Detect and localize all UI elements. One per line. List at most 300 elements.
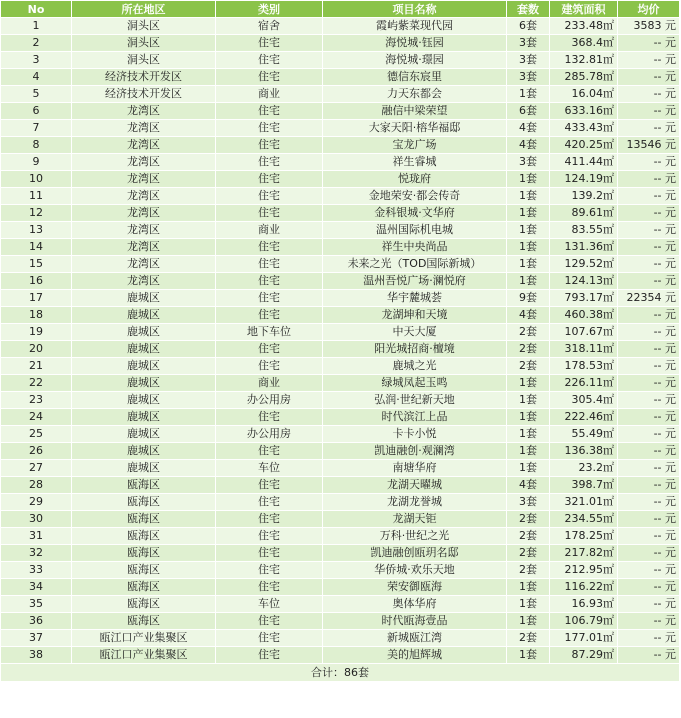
cell-type: 住宅 [216,69,323,86]
cell-sets: 1套 [507,375,550,392]
cell-no: 18 [1,307,72,324]
cell-project: 龙湖天曜城 [323,477,507,494]
table-row [1,358,680,375]
cell-size: 285.78㎡ [550,69,618,86]
cell-price: -- 元 [618,171,680,188]
table-row [1,511,680,528]
cell-price: 22354 元 [618,290,680,307]
table-row [1,205,680,222]
cell-type: 住宅 [216,171,323,188]
cell-sets: 1套 [507,392,550,409]
cell-size: 460.38㎡ [550,307,618,324]
cell-area: 瓯海区 [72,579,216,596]
cell-project: 美的旭辉城 [323,647,507,664]
cell-area: 鹿城区 [72,358,216,375]
cell-project: 龙湖坤和天境 [323,307,507,324]
cell-sets: 4套 [507,477,550,494]
cell-size: 234.55㎡ [550,511,618,528]
cell-area: 鹿城区 [72,392,216,409]
cell-type: 住宅 [216,188,323,205]
cell-type: 住宅 [216,511,323,528]
table-row [1,392,680,409]
cell-size: 106.79㎡ [550,613,618,630]
table-row [1,239,680,256]
table-row [1,171,680,188]
cell-project: 阳光城招商·檀境 [323,341,507,358]
table-body [1,18,680,664]
cell-price: -- 元 [618,239,680,256]
cell-type: 住宅 [216,528,323,545]
cell-type: 商业 [216,375,323,392]
cell-type: 住宅 [216,137,323,154]
cell-no: 25 [1,426,72,443]
table-row [1,341,680,358]
cell-size: 16.93㎡ [550,596,618,613]
cell-area: 瓯海区 [72,494,216,511]
cell-type: 住宅 [216,358,323,375]
cell-sets: 4套 [507,120,550,137]
cell-type: 宿舍 [216,18,323,35]
cell-project: 凯迪融创·观澜湾 [323,443,507,460]
cell-size: 411.44㎡ [550,154,618,171]
cell-sets: 3套 [507,69,550,86]
cell-price: 13546 元 [618,137,680,154]
cell-area: 瓯海区 [72,477,216,494]
cell-type: 住宅 [216,409,323,426]
cell-price: -- 元 [618,86,680,103]
cell-no: 37 [1,630,72,647]
table-row [1,324,680,341]
cell-price: -- 元 [618,630,680,647]
cell-size: 398.7㎡ [550,477,618,494]
cell-no: 26 [1,443,72,460]
cell-price: -- 元 [618,511,680,528]
table-row [1,409,680,426]
cell-price: -- 元 [618,154,680,171]
cell-no: 5 [1,86,72,103]
cell-project: 荣安御瓯海 [323,579,507,596]
cell-price: -- 元 [618,205,680,222]
cell-type: 住宅 [216,630,323,647]
table-row [1,52,680,69]
table-row [1,630,680,647]
cell-project: 凯迪融创瓯玥名邸 [323,545,507,562]
cell-size: 23.2㎡ [550,460,618,477]
cell-project: 绿城凤起玉鸣 [323,375,507,392]
cell-size: 226.11㎡ [550,375,618,392]
cell-project: 悦珑府 [323,171,507,188]
cell-sets: 4套 [507,307,550,324]
cell-area: 鹿城区 [72,290,216,307]
header-project: 项目名称 [323,1,507,18]
cell-size: 222.46㎡ [550,409,618,426]
cell-size: 177.01㎡ [550,630,618,647]
table-row [1,307,680,324]
cell-size: 89.61㎡ [550,205,618,222]
cell-no: 33 [1,562,72,579]
cell-type: 住宅 [216,494,323,511]
cell-type: 住宅 [216,562,323,579]
cell-project: 万科·世纪之光 [323,528,507,545]
cell-sets: 1套 [507,205,550,222]
table-row [1,103,680,120]
cell-sets: 2套 [507,545,550,562]
cell-sets: 1套 [507,188,550,205]
cell-sets: 1套 [507,579,550,596]
cell-no: 3 [1,52,72,69]
cell-no: 17 [1,290,72,307]
table-row [1,137,680,154]
table-row [1,647,680,664]
cell-type: 地下车位 [216,324,323,341]
cell-size: 321.01㎡ [550,494,618,511]
cell-area: 龙湾区 [72,120,216,137]
cell-project: 德信东宸里 [323,69,507,86]
cell-price: -- 元 [618,256,680,273]
cell-project: 龙湖天钜 [323,511,507,528]
cell-size: 83.55㎡ [550,222,618,239]
cell-price: -- 元 [618,545,680,562]
cell-size: 116.22㎡ [550,579,618,596]
cell-size: 129.52㎡ [550,256,618,273]
cell-sets: 1套 [507,239,550,256]
cell-size: 793.17㎡ [550,290,618,307]
cell-area: 瓯海区 [72,545,216,562]
cell-type: 住宅 [216,103,323,120]
cell-sets: 1套 [507,596,550,613]
cell-area: 瓯海区 [72,562,216,579]
cell-size: 178.25㎡ [550,528,618,545]
cell-price: -- 元 [618,494,680,511]
cell-price: -- 元 [618,307,680,324]
cell-area: 龙湾区 [72,154,216,171]
cell-sets: 3套 [507,35,550,52]
cell-project: 温州国际机电城 [323,222,507,239]
cell-type: 车位 [216,596,323,613]
cell-type: 住宅 [216,256,323,273]
cell-type: 住宅 [216,154,323,171]
cell-type: 住宅 [216,120,323,137]
table-row [1,86,680,103]
cell-type: 办公用房 [216,392,323,409]
cell-type: 住宅 [216,443,323,460]
cell-area: 鹿城区 [72,409,216,426]
cell-project: 时代滨江上品 [323,409,507,426]
cell-price: -- 元 [618,477,680,494]
cell-price: -- 元 [618,35,680,52]
cell-size: 217.82㎡ [550,545,618,562]
cell-sets: 2套 [507,341,550,358]
cell-area: 鹿城区 [72,341,216,358]
total-cell: 合计：86套 [1,664,680,682]
cell-project: 龙湖龙誉城 [323,494,507,511]
cell-sets: 1套 [507,647,550,664]
cell-price: -- 元 [618,443,680,460]
cell-area: 鹿城区 [72,460,216,477]
cell-type: 住宅 [216,35,323,52]
cell-area: 鹿城区 [72,324,216,341]
cell-project: 弘润·世纪新天地 [323,392,507,409]
cell-price: -- 元 [618,103,680,120]
cell-no: 12 [1,205,72,222]
table-row [1,222,680,239]
cell-area: 龙湾区 [72,188,216,205]
cell-no: 2 [1,35,72,52]
cell-project: 新城瓯江湾 [323,630,507,647]
cell-size: 136.38㎡ [550,443,618,460]
cell-project: 霞屿紫菜现代园 [323,18,507,35]
cell-no: 14 [1,239,72,256]
cell-area: 瓯江口产业集聚区 [72,647,216,664]
header-row [1,1,680,18]
cell-price: -- 元 [618,358,680,375]
cell-price: -- 元 [618,375,680,392]
cell-no: 1 [1,18,72,35]
cell-project: 华侨城·欢乐天地 [323,562,507,579]
header-type: 类别 [216,1,323,18]
cell-no: 31 [1,528,72,545]
cell-price: -- 元 [618,528,680,545]
cell-price: -- 元 [618,324,680,341]
cell-area: 瓯海区 [72,613,216,630]
cell-area: 龙湾区 [72,171,216,188]
cell-project: 海悦城·钰园 [323,35,507,52]
cell-size: 55.49㎡ [550,426,618,443]
table-row [1,494,680,511]
cell-sets: 2套 [507,324,550,341]
header-area: 所在地区 [72,1,216,18]
cell-sets: 9套 [507,290,550,307]
cell-no: 16 [1,273,72,290]
cell-price: -- 元 [618,460,680,477]
cell-sets: 1套 [507,426,550,443]
cell-project: 融信中梁荣望 [323,103,507,120]
cell-project: 时代瓯海壹品 [323,613,507,630]
table-row [1,426,680,443]
cell-project: 未来之光（TOD国际新城） [323,256,507,273]
cell-price: -- 元 [618,392,680,409]
cell-type: 住宅 [216,205,323,222]
cell-size: 318.11㎡ [550,341,618,358]
cell-no: 9 [1,154,72,171]
cell-sets: 6套 [507,103,550,120]
cell-no: 35 [1,596,72,613]
cell-sets: 1套 [507,86,550,103]
table-row [1,188,680,205]
cell-sets: 2套 [507,562,550,579]
table-row [1,443,680,460]
table-row [1,273,680,290]
table-row [1,69,680,86]
cell-sets: 2套 [507,630,550,647]
cell-no: 8 [1,137,72,154]
cell-size: 212.95㎡ [550,562,618,579]
header-no: No [1,1,72,18]
cell-sets: 1套 [507,409,550,426]
cell-project: 鹿城之光 [323,358,507,375]
cell-type: 商业 [216,222,323,239]
cell-sets: 3套 [507,52,550,69]
cell-sets: 1套 [507,443,550,460]
cell-area: 瓯海区 [72,528,216,545]
cell-price: -- 元 [618,341,680,358]
cell-no: 21 [1,358,72,375]
header-price: 均价 [618,1,680,18]
cell-type: 住宅 [216,647,323,664]
table-row [1,545,680,562]
cell-project: 力天东都会 [323,86,507,103]
cell-no: 27 [1,460,72,477]
cell-project: 祥生中央尚品 [323,239,507,256]
cell-sets: 4套 [507,137,550,154]
cell-size: 233.48㎡ [550,18,618,35]
cell-no: 30 [1,511,72,528]
cell-size: 368.4㎡ [550,35,618,52]
cell-size: 87.29㎡ [550,647,618,664]
total-row [1,664,680,682]
cell-sets: 1套 [507,460,550,477]
cell-price: -- 元 [618,647,680,664]
cell-size: 124.19㎡ [550,171,618,188]
cell-project: 中天大厦 [323,324,507,341]
cell-project: 大家天阳·榕华福邸 [323,120,507,137]
cell-no: 24 [1,409,72,426]
cell-sets: 1套 [507,273,550,290]
cell-area: 经济技术开发区 [72,69,216,86]
cell-price: -- 元 [618,613,680,630]
cell-area: 经济技术开发区 [72,86,216,103]
cell-type: 车位 [216,460,323,477]
cell-no: 36 [1,613,72,630]
cell-size: 433.43㎡ [550,120,618,137]
cell-no: 11 [1,188,72,205]
cell-price: -- 元 [618,579,680,596]
cell-type: 住宅 [216,477,323,494]
cell-price: 3583 元 [618,18,680,35]
cell-size: 107.67㎡ [550,324,618,341]
cell-no: 32 [1,545,72,562]
cell-area: 龙湾区 [72,205,216,222]
cell-project: 海悦城·璟园 [323,52,507,69]
cell-type: 住宅 [216,52,323,69]
cell-no: 22 [1,375,72,392]
cell-price: -- 元 [618,409,680,426]
table-row [1,18,680,35]
cell-type: 住宅 [216,545,323,562]
cell-no: 4 [1,69,72,86]
cell-price: -- 元 [618,562,680,579]
cell-price: -- 元 [618,222,680,239]
table-row [1,579,680,596]
cell-size: 633.16㎡ [550,103,618,120]
cell-no: 10 [1,171,72,188]
cell-project: 宝龙广场 [323,137,507,154]
cell-type: 住宅 [216,613,323,630]
header-sets: 套数 [507,1,550,18]
cell-type: 住宅 [216,341,323,358]
table-row [1,256,680,273]
cell-sets: 1套 [507,222,550,239]
cell-area: 鹿城区 [72,426,216,443]
cell-no: 28 [1,477,72,494]
cell-price: -- 元 [618,52,680,69]
cell-area: 鹿城区 [72,443,216,460]
cell-area: 龙湾区 [72,103,216,120]
cell-area: 龙湾区 [72,273,216,290]
cell-price: -- 元 [618,596,680,613]
cell-project: 华宇麓城荟 [323,290,507,307]
table-row [1,375,680,392]
cell-price: -- 元 [618,188,680,205]
cell-sets: 2套 [507,511,550,528]
table-row [1,35,680,52]
cell-type: 住宅 [216,239,323,256]
cell-area: 龙湾区 [72,256,216,273]
table-row [1,613,680,630]
cell-size: 178.53㎡ [550,358,618,375]
cell-area: 瓯海区 [72,511,216,528]
cell-sets: 1套 [507,256,550,273]
cell-area: 龙湾区 [72,239,216,256]
cell-no: 23 [1,392,72,409]
cell-sets: 1套 [507,171,550,188]
cell-size: 139.2㎡ [550,188,618,205]
table-row [1,477,680,494]
cell-area: 龙湾区 [72,222,216,239]
cell-area: 鹿城区 [72,307,216,324]
cell-project: 南塘华府 [323,460,507,477]
cell-area: 洞头区 [72,18,216,35]
header-size: 建筑面积 [550,1,618,18]
cell-sets: 6套 [507,18,550,35]
cell-area: 洞头区 [72,52,216,69]
cell-no: 7 [1,120,72,137]
cell-price: -- 元 [618,426,680,443]
cell-size: 131.36㎡ [550,239,618,256]
cell-no: 38 [1,647,72,664]
cell-project: 金地荣安·都会传奇 [323,188,507,205]
cell-sets: 2套 [507,358,550,375]
cell-sets: 2套 [507,528,550,545]
cell-size: 305.4㎡ [550,392,618,409]
cell-no: 20 [1,341,72,358]
cell-price: -- 元 [618,120,680,137]
cell-price: -- 元 [618,69,680,86]
cell-size: 16.04㎡ [550,86,618,103]
cell-no: 15 [1,256,72,273]
cell-no: 13 [1,222,72,239]
cell-area: 瓯海区 [72,596,216,613]
cell-project: 卡卡小悦 [323,426,507,443]
cell-project: 祥生睿城 [323,154,507,171]
table-row [1,596,680,613]
table-row [1,154,680,171]
cell-type: 住宅 [216,273,323,290]
cell-no: 19 [1,324,72,341]
cell-type: 商业 [216,86,323,103]
cell-size: 420.25㎡ [550,137,618,154]
cell-area: 瓯江口产业集聚区 [72,630,216,647]
table-row [1,120,680,137]
cell-size: 124.13㎡ [550,273,618,290]
cell-project: 奥体华府 [323,596,507,613]
cell-no: 34 [1,579,72,596]
cell-sets: 3套 [507,154,550,171]
cell-type: 办公用房 [216,426,323,443]
cell-sets: 1套 [507,613,550,630]
cell-type: 住宅 [216,290,323,307]
cell-area: 洞头区 [72,35,216,52]
